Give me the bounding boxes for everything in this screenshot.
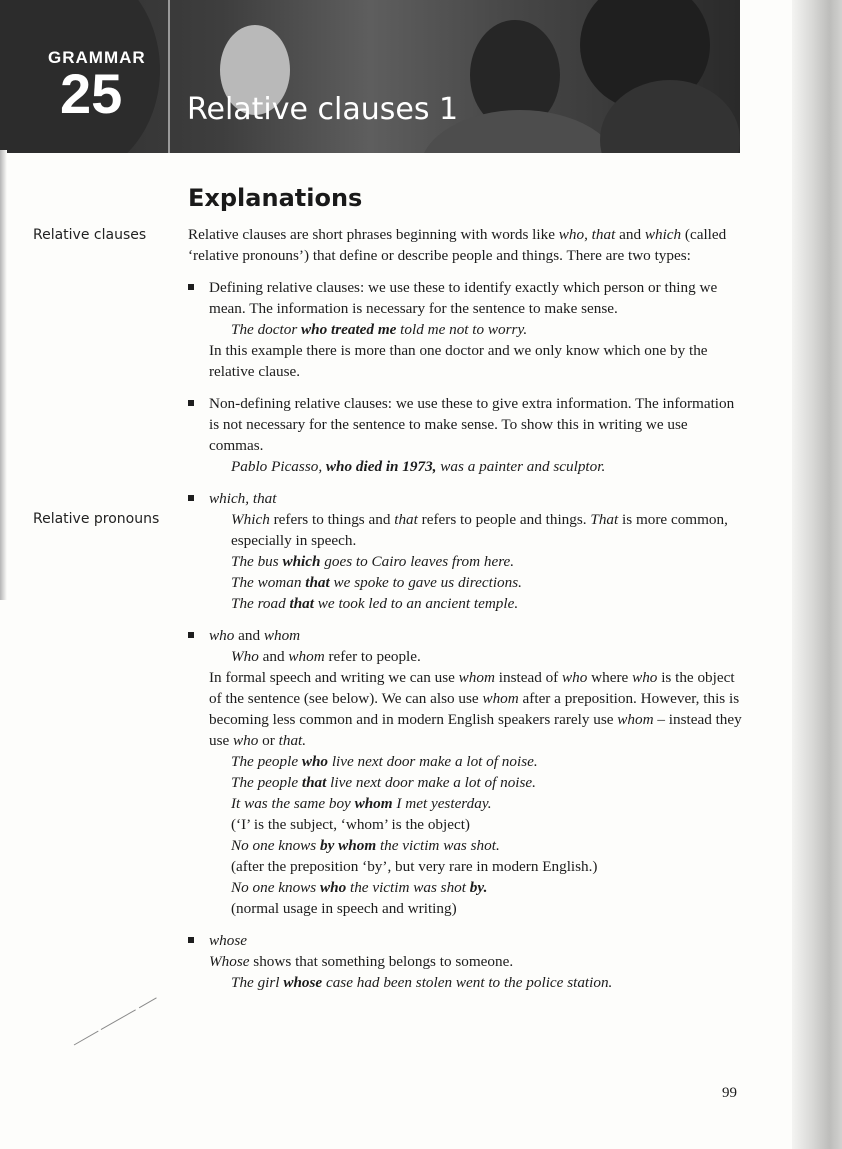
bullet-defining <box>188 277 743 382</box>
bullet-square-icon <box>188 400 194 406</box>
which-that-heading: which, that <box>209 490 277 507</box>
whose-description: Whose shows that something belongs to someone. <box>209 953 514 970</box>
who-whom-line: Who and whom refer to people. <box>231 648 421 665</box>
defining-text: Defining relative clauses: we use these to identify exactly which person or thing we mean. The information is necessary for the sentence to make sense. <box>209 279 718 317</box>
section-heading: Explanations <box>188 184 363 212</box>
whose-heading: whose <box>209 932 247 949</box>
intro-paragraph: Relative clauses are short phrases beginning with words like who, that and which (called ‘relative pronouns’) that define or describe people and things. There are two types: <box>188 226 727 264</box>
example-sentence: The woman that we spoke to gave us directions. <box>231 574 522 591</box>
bullet-square-icon <box>188 937 194 943</box>
unit-number: 25 <box>60 62 123 125</box>
defining-note: In this example there is more than one doctor and we only know which one by the relative clause. <box>209 342 708 380</box>
bullet-nondefining <box>188 393 743 477</box>
example-sentence: It was the same boy whom I met yesterday. <box>231 795 492 812</box>
example-note: (‘I’ is the subject, ‘whom’ is the object) <box>231 816 470 833</box>
bullet-who-whom <box>188 625 743 919</box>
margin-label-relative-clauses: Relative clauses <box>33 227 147 243</box>
example-note: (after the preposition ‘by’, but very rare in modern English.) <box>231 858 598 875</box>
unit-title: Relative clauses 1 <box>187 92 459 127</box>
which-that-description: Which refers to things and that refers to people and things. That is more common, especially in speech. <box>231 511 728 549</box>
who-whom-heading: who and whom <box>209 627 301 644</box>
pencil-mark <box>72 995 162 1047</box>
bullet-which-that <box>188 488 743 614</box>
binding-shadow <box>0 150 7 600</box>
example-sentence: The girl whose case had been stolen went to the police station. <box>231 974 613 991</box>
example-sentence: The road that we took led to an ancient temple. <box>231 595 519 612</box>
example-sentence: No one knows who the victim was shot by. <box>231 879 488 896</box>
example-sentence: Pablo Picasso, who died in 1973, was a painter and sculptor. <box>231 458 606 475</box>
unit-kicker: GRAMMAR <box>48 48 146 67</box>
page-edge-shadow <box>792 0 842 1149</box>
header-banner <box>0 0 740 153</box>
bullet-whose <box>188 930 743 993</box>
example-sentence: The doctor who treated me told me not to worry. <box>231 321 528 338</box>
who-whom-paragraph: In formal speech and writing we can use whom instead of who where who is the object of the sentence (see below). We can also use whom after a preposition. However, this is becoming less common and in modern English speakers rarely use whom – instead they use who or that. <box>209 669 742 749</box>
nondefining-text: Non-defining relative clauses: we use these to give extra information. The information is not necessary for the sentence to make sense. To show this in writing we use commas. <box>209 395 735 454</box>
page-number: 99 <box>722 1085 737 1101</box>
bullet-square-icon <box>188 284 194 290</box>
example-sentence: The people who live next door make a lot of noise. <box>231 753 538 770</box>
banner-divider <box>168 0 170 153</box>
example-sentence: The bus which goes to Cairo leaves from here. <box>231 553 515 570</box>
example-note: (normal usage in speech and writing) <box>231 900 457 917</box>
bullet-square-icon <box>188 632 194 638</box>
margin-label-relative-pronouns: Relative pronouns <box>33 511 160 527</box>
explanations-body <box>188 224 743 993</box>
example-sentence: No one knows by whom the victim was shot. <box>231 837 500 854</box>
example-sentence: The people that live next door make a lot of noise. <box>231 774 536 791</box>
bullet-square-icon <box>188 495 194 501</box>
